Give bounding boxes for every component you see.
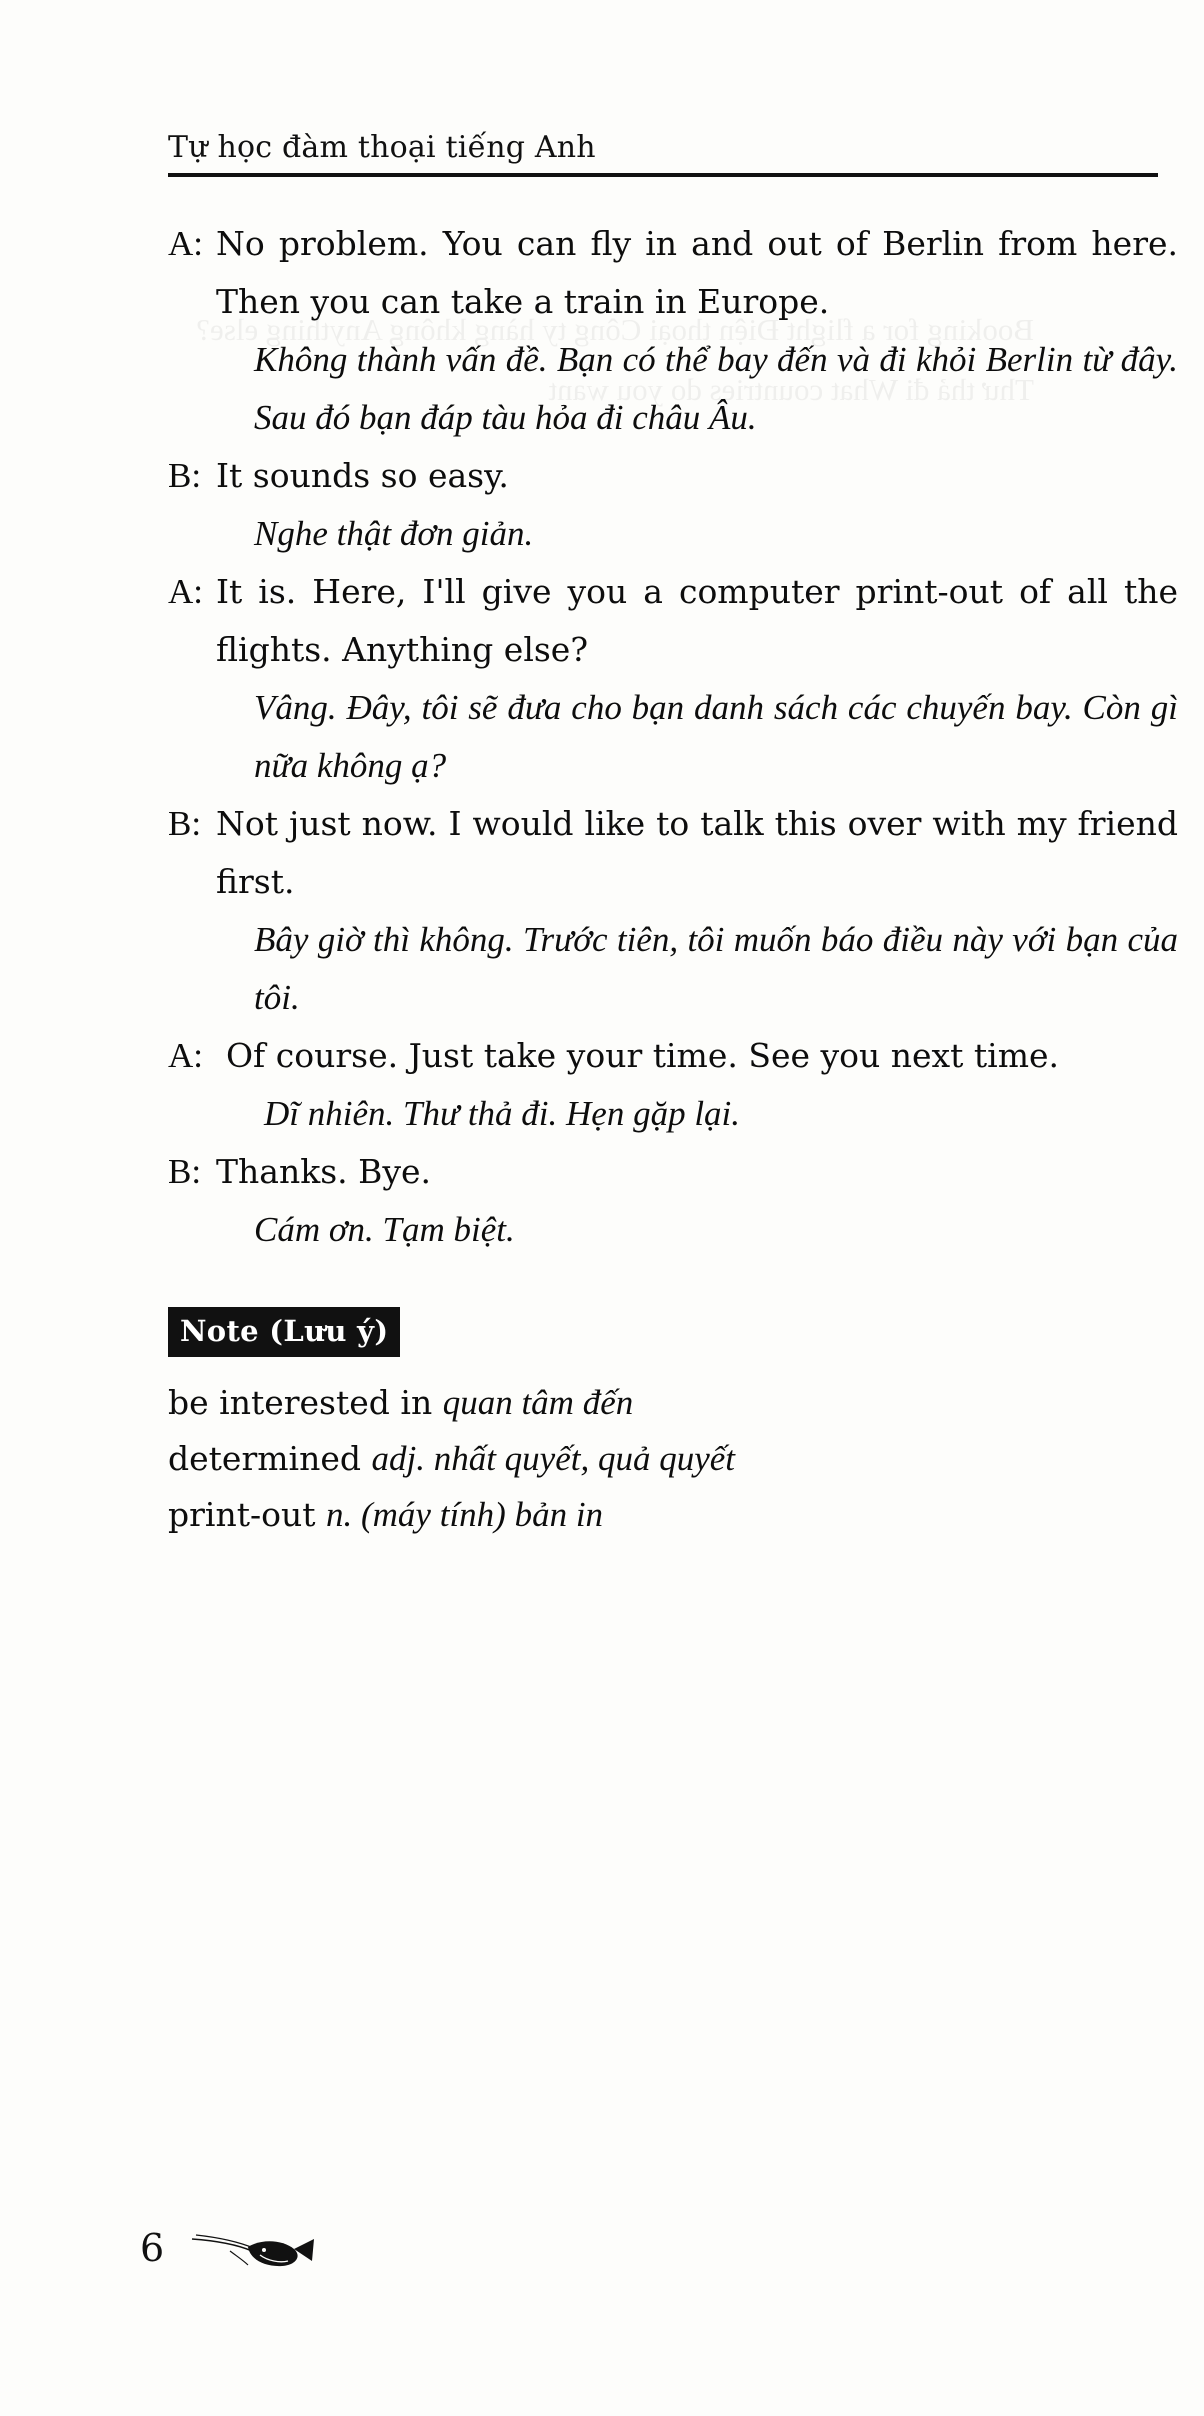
dialogue-english: It is. Here, I'll give you a computer print-out of all the flights. Anything else? xyxy=(216,572,1178,669)
speaker-label: B: xyxy=(168,456,202,495)
note-gloss: quan tâm đến xyxy=(442,1383,634,1422)
fish-ornament-icon xyxy=(190,2225,320,2271)
dialogue-turn xyxy=(168,1143,1178,1201)
dialogue-translation-row xyxy=(168,911,1178,1027)
dialogue-vietnamese: Không thành vấn đề. Bạn có thể bay đến và đi khỏi Berlin từ đây. Sau đó bạn đáp tàu hỏa đi châu Âu. xyxy=(254,340,1178,437)
note-gloss: adj. nhất quyết, quả quyết xyxy=(371,1439,736,1478)
header-rule xyxy=(168,173,1158,177)
header-title: Tự học đàm thoại tiếng Anh xyxy=(168,130,596,165)
speaker-spacer xyxy=(168,1085,226,1143)
dialogue-english: Not just now. I would like to talk this over with my friend first. xyxy=(216,804,1178,901)
dialogue-vietnamese: Bây giờ thì không. Trước tiên, tôi muốn báo điều này với bạn của tôi. xyxy=(254,920,1178,1017)
dialogue-english: Thanks. Bye. xyxy=(216,1152,432,1191)
note-entry xyxy=(168,1431,1178,1487)
speaker-spacer xyxy=(168,331,216,447)
paper-bleed-through: Booking for a flight Điện thoại Công ty hàng không Anything else? Thư thả đi What countries do you want xyxy=(196,312,1034,407)
dialogue-vietnamese: Cám ơn. Tạm biệt. xyxy=(254,1210,515,1249)
dialogue-translation-row xyxy=(168,1201,1178,1259)
dialogue-vietnamese: Nghe thật đơn giản. xyxy=(254,514,534,553)
note-badge: Note (Lưu ý) xyxy=(168,1307,400,1357)
note-entry xyxy=(168,1487,1178,1543)
speaker-spacer xyxy=(168,505,216,563)
speaker-label: B: xyxy=(168,804,202,843)
dialogue-english: Of course. Just take your time. See you next time. xyxy=(226,1036,1060,1075)
dialogue-turn xyxy=(168,447,1178,505)
dialogue-vietnamese: Vâng. Đây, tôi sẽ đưa cho bạn danh sách các chuyến bay. Còn gì nữa không ạ? xyxy=(254,688,1178,785)
dialogue-content xyxy=(168,215,1178,1543)
dialogue-vietnamese: Dĩ nhiên. Thư thả đi. Hẹn gặp lại. xyxy=(264,1094,741,1133)
note-term: print-out xyxy=(168,1495,326,1534)
dialogue-turn xyxy=(168,1027,1178,1085)
running-header xyxy=(168,130,1168,177)
page-number: 6 xyxy=(140,2226,165,2270)
note-term: determined xyxy=(168,1439,372,1478)
note-section xyxy=(168,1307,1178,1543)
page-footer xyxy=(140,2225,540,2271)
dialogue-english: It sounds so easy. xyxy=(216,456,509,495)
dialogue-turn xyxy=(168,215,1178,331)
dialogue-turn xyxy=(168,563,1178,679)
speaker-spacer xyxy=(168,911,216,1027)
note-gloss: n. (máy tính) bản in xyxy=(326,1495,604,1534)
speaker-label: B: xyxy=(168,1152,202,1191)
dialogue-turn xyxy=(168,795,1178,911)
dialogue-translation-row xyxy=(168,1085,1178,1143)
speaker-spacer xyxy=(168,679,216,795)
note-entry xyxy=(168,1375,1178,1431)
note-term: be interested in xyxy=(168,1383,443,1422)
speaker-label: A: xyxy=(168,224,203,263)
speaker-spacer xyxy=(168,1201,216,1259)
speaker-label: A: xyxy=(168,1036,203,1075)
note-entry-list xyxy=(168,1375,1178,1543)
dialogue-english: No problem. You can fly in and out of Berlin from here. Then you can take a train in Europe. xyxy=(216,224,1178,321)
dialogue-translation-row xyxy=(168,505,1178,563)
dialogue-translation-row xyxy=(168,331,1178,447)
speaker-label: A: xyxy=(168,572,203,611)
dialogue-translation-row xyxy=(168,679,1178,795)
